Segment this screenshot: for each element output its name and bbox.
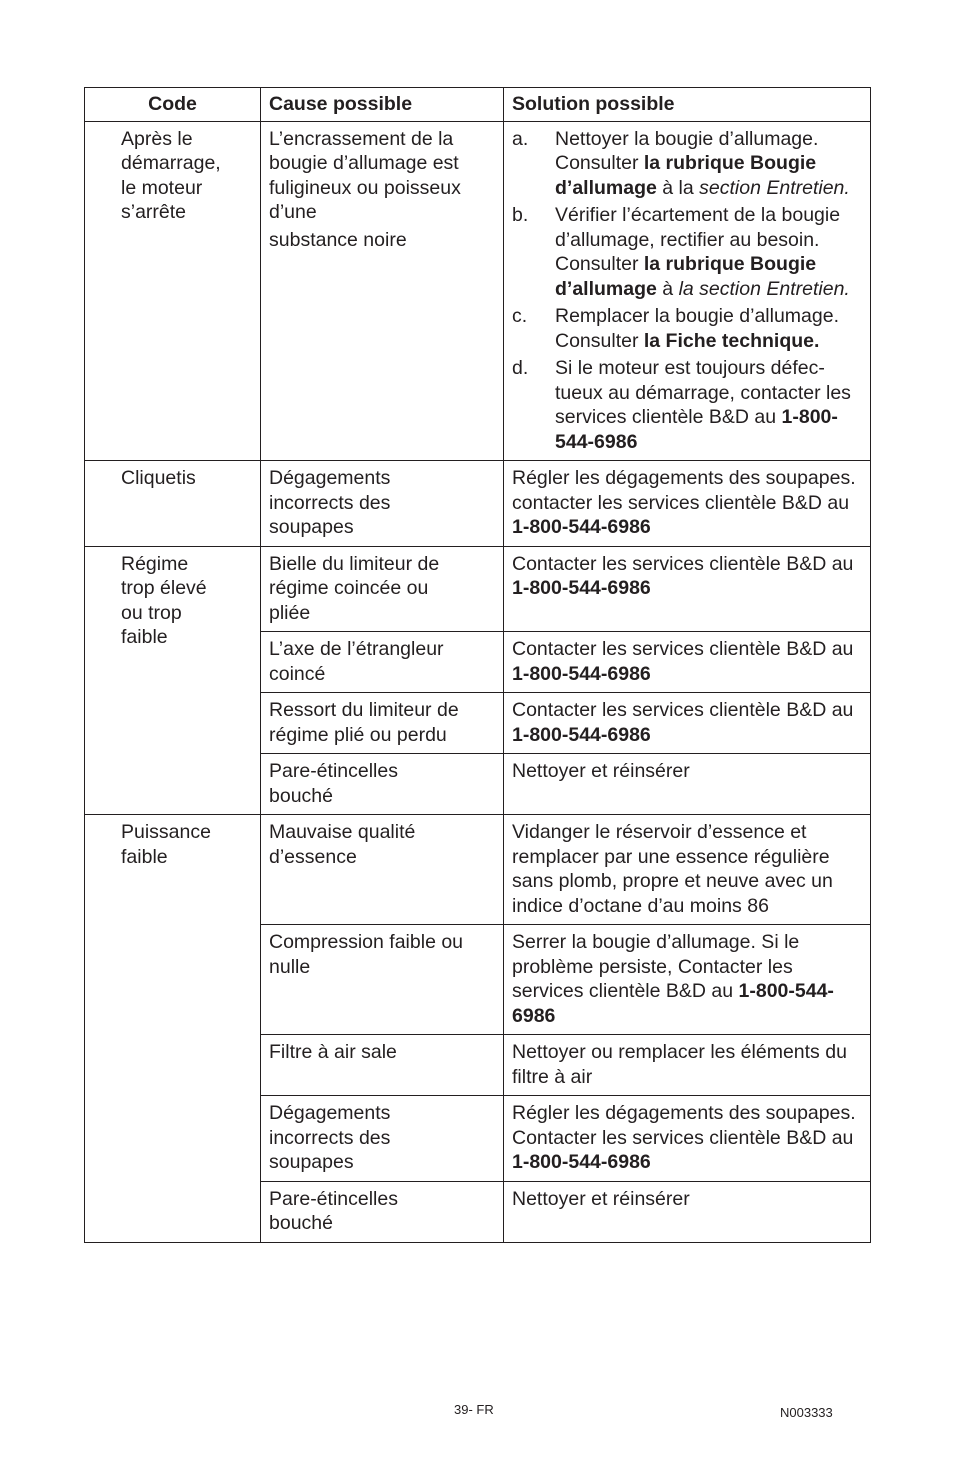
cause-line: incorrects des xyxy=(269,1126,391,1149)
cause-line: substance noire xyxy=(269,228,407,251)
text-run: Contacter les services clientèle B&D au xyxy=(512,552,854,575)
code-line: démarrage, xyxy=(121,152,221,174)
cause-line: régime plié ou perdu xyxy=(269,723,447,746)
text-run: Régler les dégagements des soupapes. contacter les services clientèle B&D au xyxy=(512,467,856,514)
text-run: 1-800-544-6986 xyxy=(512,577,651,599)
code-cell xyxy=(85,546,261,815)
page-number: 39- FR xyxy=(454,1402,494,1417)
cause-line: coincé xyxy=(269,662,326,685)
text-run: 1-800-544-6986 xyxy=(555,406,838,453)
text-run: 1-800-544-6986 xyxy=(512,516,651,538)
text-run: Nettoyer ou remplacer les éléments du filtre à air xyxy=(512,1041,847,1088)
cause-cell xyxy=(261,121,504,461)
solution-item xyxy=(512,127,862,201)
header-code: Code xyxy=(85,88,261,122)
code-line: Puissance xyxy=(121,821,211,843)
cause-cell xyxy=(261,754,504,815)
solution-cell xyxy=(504,754,871,815)
text-run: 1-800-544-6986 xyxy=(512,662,651,685)
cause-line: soupapes xyxy=(269,516,354,538)
item-marker: c. xyxy=(512,305,528,327)
text-run: la rubrique Bougie d’allumage xyxy=(555,152,817,199)
text-run: Nettoyer et réinsérer xyxy=(512,760,690,782)
cause-line: d’essence xyxy=(269,845,357,868)
cause-line: bougie d’allumage est xyxy=(269,152,459,174)
code-line: ou trop xyxy=(121,601,182,624)
code-line: faible xyxy=(121,626,168,648)
solution-cell xyxy=(504,461,871,547)
cause-line: L’encrassement de la xyxy=(269,127,454,150)
table-row xyxy=(85,815,871,925)
cause-cell xyxy=(261,925,504,1035)
solution-cell xyxy=(504,632,871,693)
cause-line: fuligineux ou poisseux xyxy=(269,176,461,199)
cause-line: d’une xyxy=(269,201,317,223)
cause-line: soupapes xyxy=(269,1151,354,1173)
cause-cell xyxy=(261,546,504,632)
cause-line: Bielle du limiteur de xyxy=(269,552,440,575)
cause-cell xyxy=(261,815,504,925)
cause-line: bouché xyxy=(269,784,333,807)
cause-line: Ressort du limiteur de xyxy=(269,699,459,721)
table-row xyxy=(85,121,871,461)
item-marker: d. xyxy=(512,357,529,379)
solution-cell xyxy=(504,121,871,461)
text-run: Contacter les services clientèle B&D au xyxy=(512,638,854,660)
cause-cell xyxy=(261,1035,504,1096)
code-cell xyxy=(85,815,261,1243)
solution-item xyxy=(512,203,862,301)
text-run: Vérifier l’écartement de la bougie d’allumage, rectifier au besoin. Consulter xyxy=(555,204,841,275)
text-run: la Fiche technique. xyxy=(643,329,820,352)
solution-cell xyxy=(504,925,871,1035)
cause-line: Filtre à air sale xyxy=(269,1041,397,1063)
text-run: Remplacer la bougie d’allumage. Consulter xyxy=(555,305,839,352)
text-run: Nettoyer et réinsérer xyxy=(512,1187,690,1210)
cause-line: incorrects des xyxy=(269,491,391,514)
cause-cell xyxy=(261,461,504,547)
solution-cell xyxy=(504,546,871,632)
text-run: 1-800-544-6986 xyxy=(512,1151,651,1173)
code-line: faible xyxy=(121,845,168,868)
code-cell xyxy=(85,121,261,461)
code-line: Cliquetis xyxy=(121,467,196,489)
solution-list xyxy=(512,127,862,455)
cause-line: Dégagements xyxy=(269,1102,391,1124)
cause-line: Dégagements xyxy=(269,467,391,489)
table-row xyxy=(85,461,871,547)
code-line: s’arrête xyxy=(121,201,187,223)
solution-cell xyxy=(504,1035,871,1096)
troubleshooting-table xyxy=(84,87,871,1243)
solution-item xyxy=(512,304,862,353)
cause-line: régime coincée ou xyxy=(269,577,429,599)
header-cause: Cause possible xyxy=(261,88,504,122)
cause-line: bouché xyxy=(269,1212,333,1234)
text-run: la section Entretien. xyxy=(678,277,850,300)
cause-cell xyxy=(261,693,504,754)
text-run: 1-800-544-6986 xyxy=(512,980,834,1027)
cause-cell xyxy=(261,1096,504,1182)
cause-line: Mauvaise qualité xyxy=(269,821,416,843)
cause-line: L’axe de l’étrangleur xyxy=(269,638,444,660)
solution-cell xyxy=(504,1181,871,1242)
solution-item xyxy=(512,356,862,454)
document-code: N003333 xyxy=(780,1405,833,1420)
text-run: Nettoyer la bougie d’allumage. Consulter xyxy=(555,127,819,174)
header-solution: Solution possible xyxy=(504,88,871,122)
cause-line: pliée xyxy=(269,601,311,624)
code-line: trop élevé xyxy=(121,577,207,599)
text-run: Contacter les services clientèle B&D au xyxy=(512,699,854,721)
item-marker: a. xyxy=(512,127,529,150)
cause-cell xyxy=(261,632,504,693)
text-run: section Entretien. xyxy=(699,176,850,199)
cause-line: nulle xyxy=(269,955,311,978)
text-run: Serrer la bougie d’allumage. Si le problème persiste, Contacter les services clientèle B&D au xyxy=(512,931,800,1002)
text-run: la rubrique Bougie d’allumage xyxy=(555,253,817,300)
text-run: Régler les dégagements des soupapes. Contacter les services clientèle B&D au xyxy=(512,1102,856,1149)
solution-cell xyxy=(504,1096,871,1182)
code-line: Régime xyxy=(121,552,189,575)
solution-cell xyxy=(504,693,871,754)
code-line: Après le xyxy=(121,127,193,150)
cause-line: Pare-étincelles xyxy=(269,760,398,782)
table-header-row xyxy=(85,88,871,122)
text-run: 1-800-544-6986 xyxy=(512,723,651,746)
cause-line: Pare-étincelles xyxy=(269,1187,398,1210)
text-run: à xyxy=(656,277,679,300)
code-cell xyxy=(85,461,261,547)
item-marker: b. xyxy=(512,204,529,226)
cause-line: Compression faible ou xyxy=(269,931,464,953)
code-line: le moteur xyxy=(121,176,203,199)
text-run: à la xyxy=(656,176,700,199)
solution-cell xyxy=(504,815,871,925)
text-run: Si le moteur est toujours défec-tueux au démarrage, contacter les services clientèle B&D au xyxy=(555,357,851,428)
table-body xyxy=(85,121,871,1242)
cause-cell xyxy=(261,1181,504,1242)
table-row xyxy=(85,546,871,632)
text-run: Vidanger le réservoir d’essence et remplacer par une essence régulière sans plomb, propre et neuve avec un indice d’octane d’au moins 86 xyxy=(512,821,833,917)
